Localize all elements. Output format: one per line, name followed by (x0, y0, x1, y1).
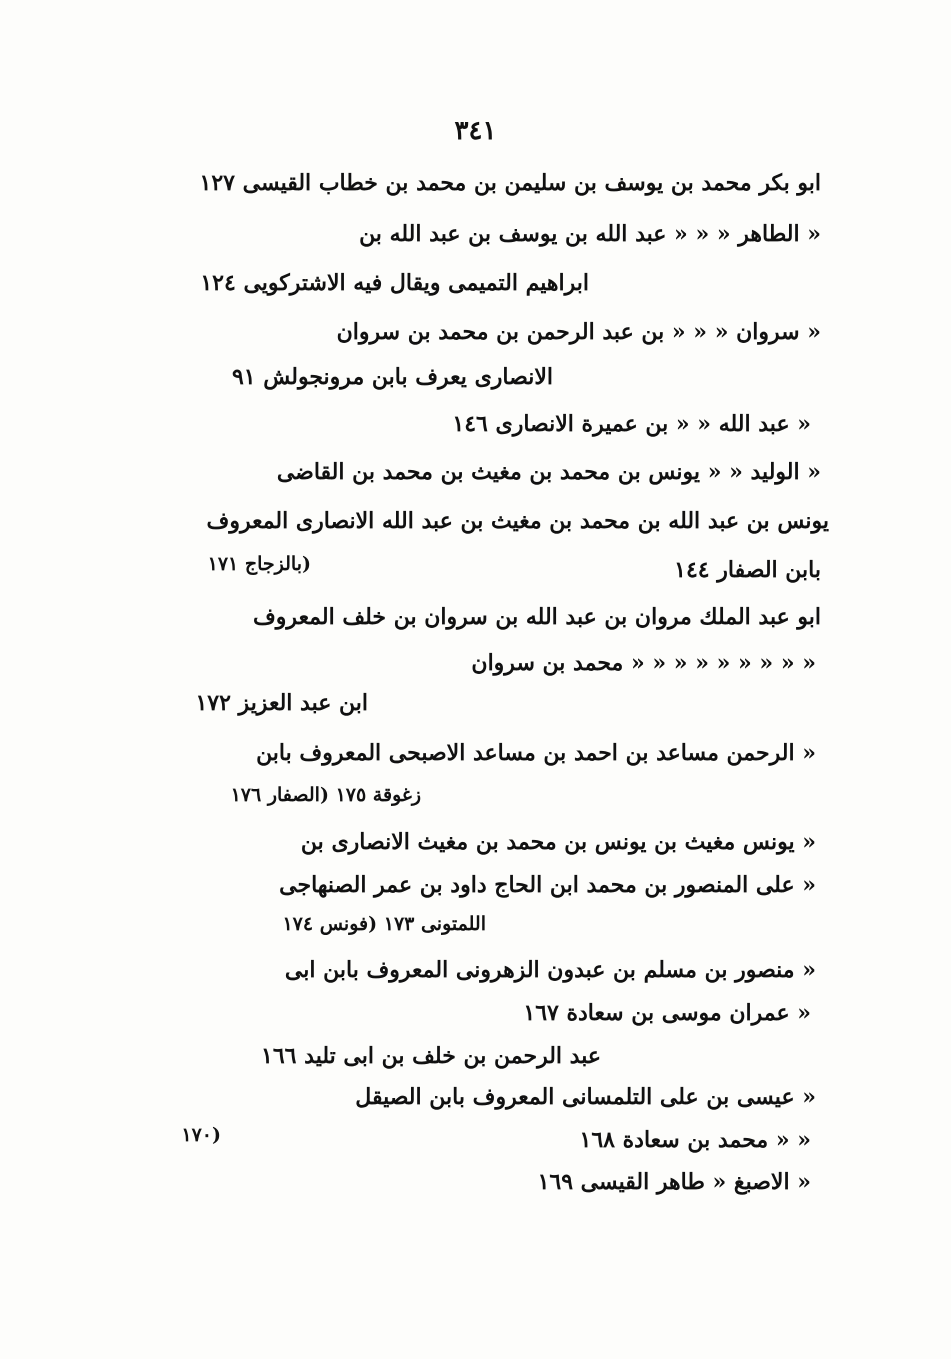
text-line: بابن الصفار ١٤٤ (674, 557, 821, 583)
text-line: (١٧٠ (181, 1124, 221, 1146)
text-line: « منصور بن مسلم بن عبدون الزهرونى المعروف بابن ابى (284, 957, 816, 983)
text-line: « الطاهر « « « عبد الله بن يوسف بن عبد الله بن (359, 221, 821, 247)
text-line: « سروان « « « بن عبد الرحمن بن محمد بن سروان (336, 319, 821, 345)
text-line: « الوليد « « يونس بن محمد بن مغيث بن محمد بن القاضى (276, 459, 821, 485)
text-line: « عمران موسى بن سعادة ١٦٧ (523, 1000, 811, 1026)
text-line: زغوقة ١٧٥ (الصفار ١٧٦ (230, 784, 421, 806)
text-line: يونس بن عبد الله بن محمد بن مغيث بن عبد الله الانصارى المعروف (206, 508, 829, 534)
text-line: عبد الرحمن بن خلف بن ابى تليد ١٦٦ (261, 1043, 601, 1069)
text-line: « يونس مغيث بن يونس بن محمد بن مغيث الانصارى بن (300, 829, 816, 855)
text-line: « الرحمن مساعد بن احمد بن مساعد الاصبحى المعروف بابن (256, 740, 816, 766)
text-line: ابو عبد الملك مروان بن عبد الله بن سروان بن خلف المعروف (253, 604, 821, 630)
text-line: « عبد الله « « بن عميرة الانصارى ١٤٦ (452, 411, 811, 437)
text-line: « عيسى بن على التلمسانى المعروف بابن الصيقل (355, 1084, 816, 1110)
page-number: ٣٤١ (454, 116, 497, 146)
text-line: ابن عبد العزيز ١٧٢ (195, 690, 368, 716)
text-line: ابو بكر محمد بن يوسف بن سليمن بن محمد بن خطاب القيسى ١٢٧ (199, 170, 821, 196)
text-line: « « محمد بن سعادة ١٦٨ (579, 1127, 811, 1153)
text-line: (بالزجاج ١٧١ (207, 553, 311, 575)
text-line: ابراهيم التميمى ويقال فيه الاشتركويى ١٢٤ (200, 270, 589, 296)
text-line: « الاصبغ « طاهر القيسى ١٦٩ (537, 1169, 811, 1195)
text-line: « « « « « « « « « محمد بن سروان (471, 650, 816, 676)
text-line: « على المنصور بن محمد ابن الحاج داود بن عمر الصنهاجى (279, 872, 816, 898)
text-line: اللمتونى ١٧٣ (فونس ١٧٤ (282, 913, 486, 935)
text-line: الانصارى يعرف بابن مرونجولش ٩١ (231, 364, 553, 390)
